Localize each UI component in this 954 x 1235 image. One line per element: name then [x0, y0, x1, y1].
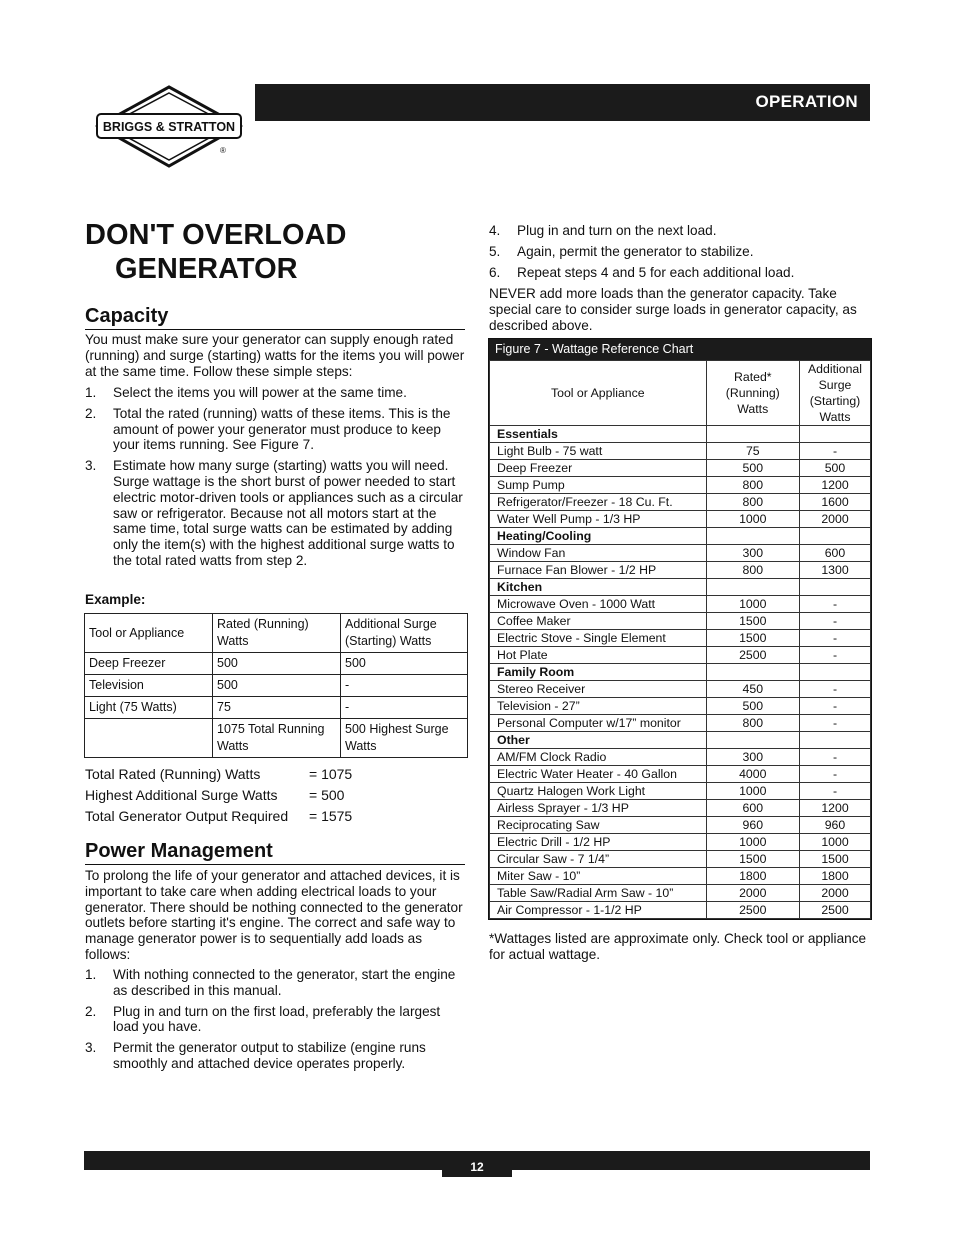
step-text: Again, permit the generator to stabilize. — [517, 243, 754, 259]
table-cell: 1500 — [706, 851, 799, 868]
table-category-row — [490, 664, 871, 681]
table-cell: 1200 — [799, 477, 870, 494]
table-row — [490, 630, 871, 647]
step-number: 1. — [85, 967, 97, 982]
table-cell: 2500 — [706, 647, 799, 664]
step-text: Estimate how many surge (starting) watts you will need. Surge wattage is the short burst of power needed to start electric motor-driven tools or appliances such as a circular saw or refrigerator. Because not all motors start at the same time, total surge watts can be estimated by adding only the item(s) with the highest additional surge watts to the total rated watts from step 2. — [113, 458, 463, 568]
step-text: Plug in and turn on the next load. — [517, 223, 717, 238]
table-cell: Water Well Pump - 1/3 HP — [490, 511, 707, 528]
table-cell: 1500 — [706, 630, 799, 647]
list-item — [85, 1004, 467, 1036]
table-cell: Stereo Receiver — [490, 681, 707, 698]
page-number: 12 — [442, 1155, 512, 1177]
table-cell: 1000 — [706, 783, 799, 800]
step-text: Repeat steps 4 and 5 for each additional load. — [517, 264, 795, 280]
table-cell: Personal Computer w/17” monitor — [490, 715, 707, 732]
totals-label: Total Generator Output Required — [85, 808, 289, 824]
briggs-stratton-logo — [94, 84, 244, 170]
table-cell: 500 — [706, 698, 799, 715]
table-cell: 500 — [706, 460, 799, 477]
totals-list — [85, 766, 467, 829]
table-cell: 1500 — [799, 851, 870, 868]
list-item — [85, 458, 467, 569]
table-cell: 75 — [706, 443, 799, 460]
step-text: With nothing connected to the generator, start the engine as described in this manual. — [113, 967, 456, 998]
table-header-cell: Additional Surge (Starting) Watts — [341, 614, 468, 653]
capacity-steps — [85, 385, 467, 574]
table-row — [490, 545, 871, 562]
table-cell: - — [341, 697, 468, 719]
step-text: Select the items you will power at the same time. — [113, 385, 407, 400]
table-row — [85, 719, 468, 758]
table-cell: 1300 — [799, 562, 870, 579]
table-row — [490, 783, 871, 800]
table-cell: 1000 — [799, 834, 870, 851]
step-number: 3. — [85, 458, 97, 474]
power-management-intro: To prolong the life of your generator and attached devices, it is important to take care when adding electrical loads to your generator. There should be nothing connected to the generator outlets before starting it's engine. The correct and safe way to manage generator power is to sequentially add loads as follows: — [85, 868, 463, 962]
table-cell: - — [799, 698, 870, 715]
step-number: 3. — [85, 1040, 97, 1056]
table-cell — [799, 732, 870, 749]
table-cell: 2000 — [799, 885, 870, 902]
table-cell: Light Bulb - 75 watt — [490, 443, 707, 460]
capacity-intro: You must make sure your generator can supply enough rated (running) and surge (starting) watts for the items you will power at the same time. Follow these simple steps: — [85, 332, 465, 379]
category-label: Heating/Cooling — [490, 528, 707, 545]
table-cell: Television - 27” — [490, 698, 707, 715]
wattage-footnote: *Wattages listed are approximate only. Check tool or appliance for actual wattage. — [489, 931, 867, 962]
table-row — [85, 697, 468, 719]
step-number: 6. — [489, 264, 501, 280]
table-cell: 2500 — [799, 902, 870, 919]
table-cell: - — [799, 766, 870, 783]
chart-caption: Figure 7 - Wattage Reference Chart — [489, 339, 871, 360]
step-number: 2. — [85, 405, 97, 421]
list-item — [489, 265, 871, 281]
category-label: Kitchen — [490, 579, 707, 596]
table-cell: Miter Saw - 10” — [490, 868, 707, 885]
table-row — [85, 614, 468, 653]
table-cell: Electric Drill - 1/2 HP — [490, 834, 707, 851]
table-cell: Coffee Maker — [490, 613, 707, 630]
table-row — [85, 653, 468, 675]
step-number: 1. — [85, 385, 97, 400]
table-cell: Television — [85, 675, 213, 697]
totals-row — [85, 808, 467, 829]
list-item — [85, 1040, 467, 1072]
totals-label: Total Rated (Running) Watts — [85, 766, 261, 782]
never-warning: NEVER add more loads than the generator capacity. Take special care to consider surge loads in generator capacity, as described above. — [489, 286, 857, 333]
table-row — [490, 715, 871, 732]
table-cell: 600 — [799, 545, 870, 562]
power-management-steps — [85, 967, 467, 1077]
table-cell: Deep Freezer — [490, 460, 707, 477]
table-header-cell: Tool or Appliance — [85, 614, 213, 653]
table-cell: - — [799, 443, 870, 460]
capacity-heading: Capacity — [85, 305, 465, 330]
table-row — [490, 800, 871, 817]
table-cell: 4000 — [706, 766, 799, 783]
table-cell: 1800 — [799, 868, 870, 885]
registered-mark: ® — [220, 146, 226, 155]
totals-label: Highest Additional Surge Watts — [85, 787, 278, 803]
table-cell: 500 — [799, 460, 870, 477]
table-row — [490, 885, 871, 902]
table-header-cell: Rated (Running) Watts — [213, 614, 341, 653]
table-cell: - — [799, 749, 870, 766]
table-cell: - — [341, 675, 468, 697]
table-cell — [799, 664, 870, 681]
table-cell: 500 — [213, 653, 341, 675]
step-number: 5. — [489, 243, 501, 259]
list-item — [85, 967, 467, 999]
totals-value: = 500 — [309, 787, 345, 803]
totals-row — [85, 766, 467, 787]
table-header-cell: Tool or Appliance — [490, 361, 707, 426]
table-cell — [85, 719, 213, 758]
category-label: Family Room — [490, 664, 707, 681]
table-cell: 1600 — [799, 494, 870, 511]
list-item — [489, 223, 871, 239]
table-cell: - — [799, 596, 870, 613]
table-row — [490, 443, 871, 460]
table-cell: 2500 — [706, 902, 799, 919]
list-item — [85, 385, 467, 401]
table-cell: 1000 — [706, 511, 799, 528]
table-row — [490, 596, 871, 613]
table-cell: - — [799, 715, 870, 732]
table-row — [490, 647, 871, 664]
table-cell: 600 — [706, 800, 799, 817]
table-category-row — [490, 732, 871, 749]
table-header-cell: Rated* (Running) Watts — [706, 361, 799, 426]
table-row — [490, 834, 871, 851]
step-text: Permit the generator output to stabilize (engine runs smoothly and attached device operates properly. — [113, 1040, 426, 1071]
table-category-row — [490, 579, 871, 596]
table-cell: Air Compressor - 1-1/2 HP — [490, 902, 707, 919]
step-number: 2. — [85, 1003, 97, 1019]
wattage-table — [489, 360, 871, 919]
step-number: 4. — [489, 223, 501, 238]
table-cell: 800 — [706, 715, 799, 732]
table-cell: Window Fan — [490, 545, 707, 562]
page-title-line1: DON'T OVERLOAD — [85, 219, 347, 251]
table-cell: Light (75 Watts) — [85, 697, 213, 719]
logo-text: BRIGGS & STRATTON — [102, 120, 236, 134]
table-cell: Circular Saw - 7 1/4” — [490, 851, 707, 868]
table-cell: - — [799, 681, 870, 698]
table-cell: - — [799, 647, 870, 664]
table-cell: 1075 Total Running Watts — [213, 719, 341, 758]
table-cell: - — [799, 783, 870, 800]
page-title — [85, 218, 465, 286]
table-cell — [706, 732, 799, 749]
table-row — [490, 868, 871, 885]
table-cell: 500 Highest Surge Watts — [341, 719, 468, 758]
table-cell: Hot Plate — [490, 647, 707, 664]
category-label: Other — [490, 732, 707, 749]
table-header-cell: Additional Surge (Starting) Watts — [799, 361, 870, 426]
table-row — [490, 766, 871, 783]
table-cell: 2000 — [799, 511, 870, 528]
list-item — [489, 244, 871, 260]
table-cell — [706, 664, 799, 681]
table-cell: Airless Sprayer - 1/3 HP — [490, 800, 707, 817]
table-row — [490, 902, 871, 919]
section-header-bar — [255, 84, 870, 121]
table-cell: Microwave Oven - 1000 Watt — [490, 596, 707, 613]
page-title-line2: GENERATOR — [115, 253, 298, 285]
table-row — [490, 562, 871, 579]
table-cell: 960 — [706, 817, 799, 834]
table-cell: 800 — [706, 477, 799, 494]
table-cell: - — [799, 613, 870, 630]
table-row — [490, 613, 871, 630]
table-cell: AM/FM Clock Radio — [490, 749, 707, 766]
table-row — [490, 749, 871, 766]
table-cell: 300 — [706, 545, 799, 562]
step-text: Plug in and turn on the first load, preferably the largest load you have. — [113, 1003, 441, 1035]
table-cell: 1800 — [706, 868, 799, 885]
table-cell: Electric Stove - Single Element — [490, 630, 707, 647]
table-cell: Deep Freezer — [85, 653, 213, 675]
table-row — [490, 477, 871, 494]
step-text: Total the rated (running) watts of these items. This is the amount of power your generator must produce to keep your items running. See Figure 7. — [113, 405, 451, 453]
table-cell: Reciprocating Saw — [490, 817, 707, 834]
table-cell: 300 — [706, 749, 799, 766]
table-cell: Table Saw/Radial Arm Saw - 10” — [490, 885, 707, 902]
category-label: Essentials — [490, 426, 707, 443]
table-cell: 1000 — [706, 834, 799, 851]
table-header-row — [490, 361, 871, 426]
table-cell: Electric Water Heater - 40 Gallon — [490, 766, 707, 783]
table-cell: 2000 — [706, 885, 799, 902]
table-cell: 500 — [341, 653, 468, 675]
table-cell: Refrigerator/Freezer - 18 Cu. Ft. — [490, 494, 707, 511]
table-cell: 75 — [213, 697, 341, 719]
power-management-heading: Power Management — [85, 840, 465, 865]
table-cell: - — [799, 630, 870, 647]
table-category-row — [490, 528, 871, 545]
table-cell — [799, 579, 870, 596]
example-table — [84, 613, 468, 758]
continued-steps — [489, 223, 871, 285]
table-cell — [706, 528, 799, 545]
totals-value: = 1575 — [309, 808, 353, 824]
table-row — [490, 851, 871, 868]
table-row — [490, 511, 871, 528]
table-row — [85, 675, 468, 697]
section-title: OPERATION — [755, 92, 858, 111]
table-row — [490, 460, 871, 477]
wattage-reference-chart — [488, 338, 872, 920]
table-cell — [706, 426, 799, 443]
table-row — [490, 494, 871, 511]
table-cell: 800 — [706, 494, 799, 511]
table-cell: Sump Pump — [490, 477, 707, 494]
table-cell: 1500 — [706, 613, 799, 630]
table-row — [490, 681, 871, 698]
totals-value: = 1075 — [309, 766, 353, 782]
table-cell: 500 — [213, 675, 341, 697]
example-label: Example: — [85, 592, 146, 607]
table-row — [490, 698, 871, 715]
table-cell: 1000 — [706, 596, 799, 613]
table-cell — [799, 426, 870, 443]
table-cell — [706, 579, 799, 596]
table-category-row — [490, 426, 871, 443]
table-cell: 1200 — [799, 800, 870, 817]
table-cell: 450 — [706, 681, 799, 698]
totals-row — [85, 787, 467, 808]
table-cell: 800 — [706, 562, 799, 579]
table-row — [490, 817, 871, 834]
table-cell — [799, 528, 870, 545]
table-cell: Quartz Halogen Work Light — [490, 783, 707, 800]
table-cell: Furnace Fan Blower - 1/2 HP — [490, 562, 707, 579]
table-cell: 960 — [799, 817, 870, 834]
list-item — [85, 406, 467, 453]
